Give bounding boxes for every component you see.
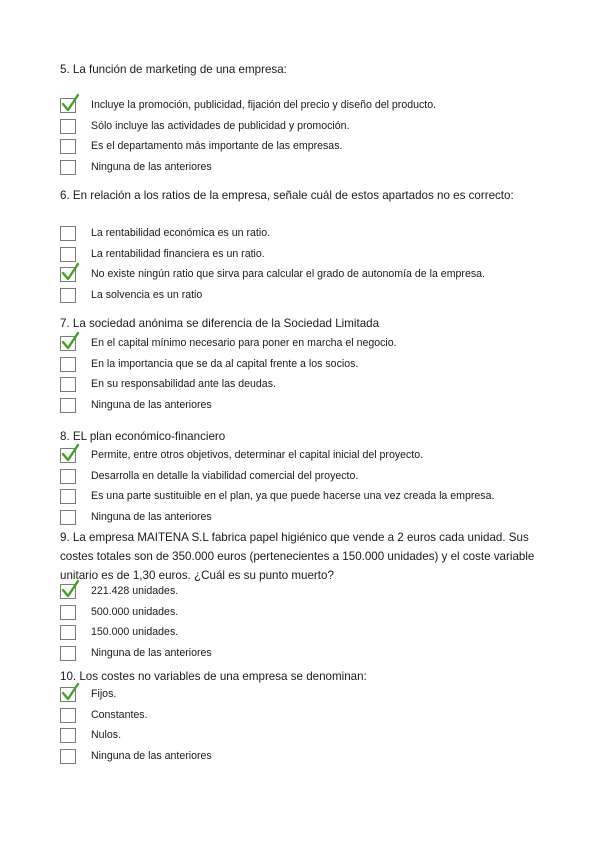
checkbox[interactable]: [60, 489, 76, 504]
option-label: 150.000 unidades.: [91, 626, 179, 638]
option[interactable]: [60, 334, 560, 355]
checkbox[interactable]: [60, 336, 76, 351]
option[interactable]: [60, 747, 560, 768]
option-label: En su responsabilidad ante las deudas.: [91, 378, 276, 390]
option[interactable]: [60, 487, 560, 508]
option[interactable]: [60, 582, 560, 603]
option[interactable]: [60, 286, 560, 307]
question-10-options: [60, 685, 560, 767]
option-label: En la importancia que se da al capital frente a los socios.: [91, 357, 359, 370]
checkbox[interactable]: [60, 247, 76, 262]
checkbox[interactable]: [60, 625, 76, 640]
option-label: En el capital mínimo necesario para poner en marcha el negocio.: [91, 337, 397, 349]
checkbox[interactable]: [60, 708, 76, 723]
checkbox[interactable]: [60, 139, 76, 154]
option[interactable]: [60, 245, 560, 266]
option[interactable]: [60, 446, 560, 467]
checkmark-icon: [60, 682, 80, 702]
checkbox[interactable]: [60, 160, 76, 175]
question-6: 6. En relación a los ratios de la empresa, señale cuál de estos apartados no es correcto:: [60, 189, 514, 202]
checkbox[interactable]: [60, 605, 76, 620]
checkbox[interactable]: [60, 646, 76, 661]
option-label: Incluye la promoción, publicidad, fijación del precio y diseño del producto.: [91, 99, 437, 111]
checkmark-icon: [60, 331, 80, 351]
checkbox[interactable]: [60, 448, 76, 463]
option[interactable]: [60, 685, 560, 706]
option-label: Es una parte sustituible en el plan, ya que puede hacerse una vez creada la empresa.: [91, 490, 495, 502]
option-label: Sólo incluye las actividades de publicidad y promoción.: [91, 119, 350, 132]
checkbox[interactable]: [60, 584, 76, 599]
option[interactable]: [60, 623, 560, 644]
checkbox[interactable]: [60, 288, 76, 303]
question-5-options: [60, 96, 560, 178]
option[interactable]: [60, 137, 560, 158]
checkbox[interactable]: [60, 749, 76, 764]
option-label: Ninguna de las anteriores: [91, 398, 212, 411]
option-label: Permite, entre otros objetivos, determinar el capital inicial del proyecto.: [91, 449, 424, 461]
checkbox[interactable]: [60, 398, 76, 413]
question-10: 10. Los costes no variables de una empresa se denominan:: [60, 670, 367, 683]
option[interactable]: [60, 603, 560, 624]
checkbox[interactable]: [60, 357, 76, 372]
checkbox[interactable]: [60, 469, 76, 484]
checkmark-icon: [60, 579, 80, 599]
option-label: Constantes.: [91, 708, 148, 721]
option-label: Ninguna de las anteriores: [91, 749, 212, 762]
option[interactable]: [60, 265, 560, 286]
option[interactable]: [60, 224, 560, 245]
option-label: 500.000 unidades.: [91, 605, 179, 618]
option-label: La rentabilidad económica es un ratio.: [91, 227, 271, 239]
option[interactable]: [60, 355, 560, 376]
option-label: Fijos.: [91, 688, 117, 700]
option[interactable]: [60, 96, 560, 117]
option[interactable]: [60, 726, 560, 747]
option-label: Ninguna de las anteriores: [91, 160, 212, 173]
option[interactable]: [60, 396, 560, 417]
question-7-options: [60, 334, 560, 416]
option[interactable]: [60, 375, 560, 396]
option[interactable]: [60, 706, 560, 727]
option-label: Nulos.: [91, 729, 122, 741]
option[interactable]: [60, 117, 560, 138]
option-label: Es el departamento más importante de las empresas.: [91, 140, 343, 152]
checkmark-icon: [60, 443, 80, 463]
option-label: 221.428 unidades.: [91, 585, 179, 597]
option[interactable]: [60, 467, 560, 488]
option[interactable]: [60, 644, 560, 665]
question-8-options: [60, 446, 560, 528]
option[interactable]: [60, 158, 560, 179]
checkbox[interactable]: [60, 226, 76, 241]
checkmark-icon: [60, 93, 80, 113]
question-9: 9. La empresa MAITENA S.L fabrica papel higiénico que vende a 2 euros cada unidad. Sus costes totales son de 350.000 euros (pertenecientes a 150.000 unidades) y el coste variable unitario es de 1,30 euros. ¿Cuál es su punto muerto?: [60, 531, 535, 582]
checkbox[interactable]: [60, 267, 76, 282]
question-5: 5. La función de marketing de una empresa:: [60, 63, 287, 76]
question-7: 7. La sociedad anónima se diferencia de la Sociedad Limitada: [60, 317, 380, 330]
checkbox[interactable]: [60, 119, 76, 134]
option[interactable]: [60, 508, 560, 529]
checkbox[interactable]: [60, 98, 76, 113]
checkbox[interactable]: [60, 728, 76, 743]
option-label: Ninguna de las anteriores: [91, 510, 212, 523]
checkbox[interactable]: [60, 687, 76, 702]
option-label: La solvencia es un ratio: [91, 288, 203, 301]
option-label: Desarrolla en detalle la viabilidad comercial del proyecto.: [91, 469, 359, 482]
question-8: 8. EL plan económico-financiero: [60, 430, 226, 443]
option-label: No existe ningún ratio que sirva para calcular el grado de autonomía de la empresa.: [91, 268, 485, 280]
option-label: Ninguna de las anteriores: [91, 646, 212, 659]
question-6-options: [60, 224, 560, 306]
question-9-options: [60, 582, 560, 664]
checkbox[interactable]: [60, 377, 76, 392]
checkmark-icon: [60, 262, 80, 282]
checkbox[interactable]: [60, 510, 76, 525]
option-label: La rentabilidad financiera es un ratio.: [91, 247, 265, 260]
